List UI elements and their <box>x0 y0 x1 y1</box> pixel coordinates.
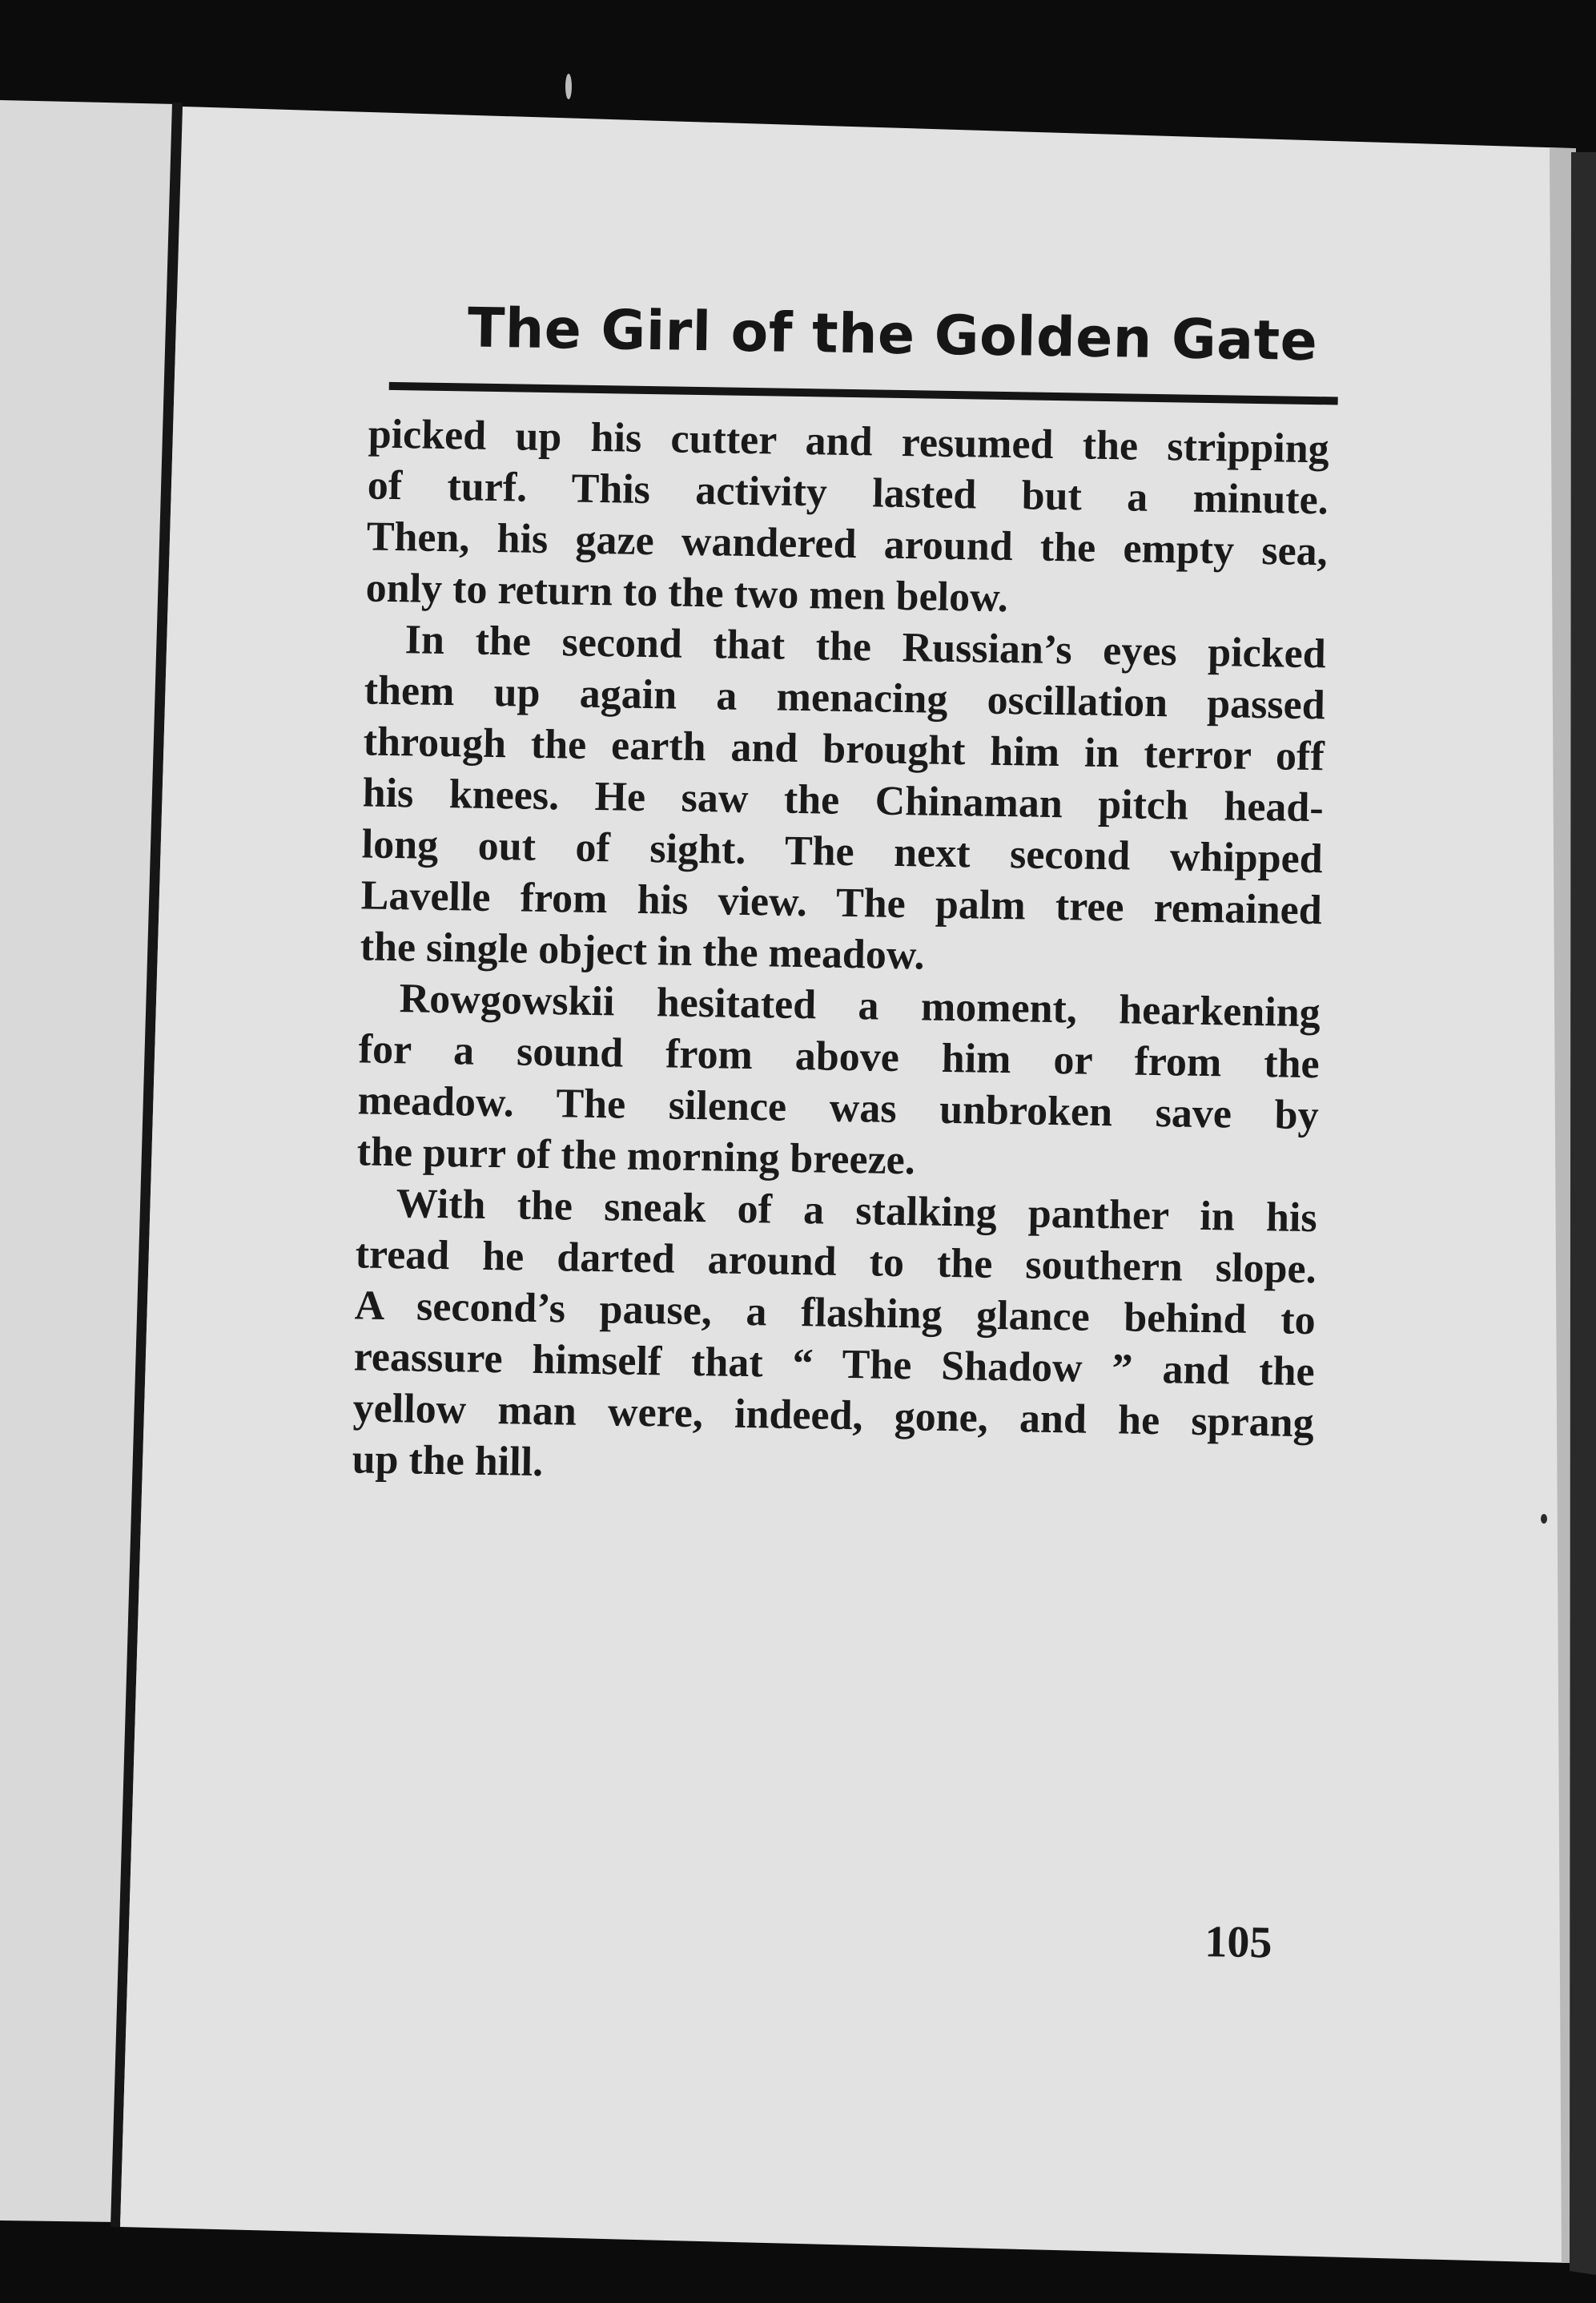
text-line: picked up his cutter and resumed the stripping <box>368 411 1330 473</box>
paragraph <box>360 614 1326 988</box>
text-line: for a sound from above him or from the <box>358 1026 1321 1088</box>
text-line: reassure himself that “ The Shadow ” and the <box>353 1334 1316 1395</box>
text-line: Then, his gaze wandered around the empty sea, <box>366 513 1329 575</box>
text-line: Rowgowskii hesitated a moment, hearkening <box>399 976 1321 1037</box>
text-line: them up again a menacing oscillation passed <box>364 667 1326 729</box>
running-head: The Girl of the Golden Gate <box>467 296 1318 374</box>
text-line: With the sneak of a stalking panther in his <box>396 1181 1318 1242</box>
text-line: his knees. He saw the Chinaman pitch head- <box>362 770 1325 831</box>
text-line: tread he darted around to the southern slope. <box>355 1231 1317 1293</box>
paragraph <box>356 972 1321 1193</box>
text-line: the purr of the morning breeze. <box>356 1129 916 1184</box>
text-line: In the second that the Russian’s eyes picked <box>404 617 1327 678</box>
text-line: yellow man were, indeed, gone, and he sprang <box>352 1385 1315 1447</box>
text-line: through the earth and brought him in terror off <box>363 719 1325 780</box>
text-line: Lavelle from his view. The palm tree remained <box>360 872 1323 934</box>
paragraph <box>365 409 1329 629</box>
text-line: long out of sight. The next second whipped <box>361 821 1324 883</box>
text-line: the single object in the meadow. <box>360 924 925 979</box>
text-line: only to return to the two men below. <box>365 565 1009 622</box>
text-line: up the hill. <box>352 1436 544 1486</box>
text-line: of turf. This activity lasted but a minute. <box>367 462 1329 524</box>
header-rule <box>389 382 1338 405</box>
page-number: 105 <box>1204 1917 1272 1968</box>
paragraph <box>352 1178 1317 1500</box>
body-text <box>352 409 1329 1500</box>
text-line: meadow. The silence was unbroken save by <box>357 1077 1320 1139</box>
text-line: A second’s pause, a flashing glance behind to <box>354 1282 1317 1344</box>
